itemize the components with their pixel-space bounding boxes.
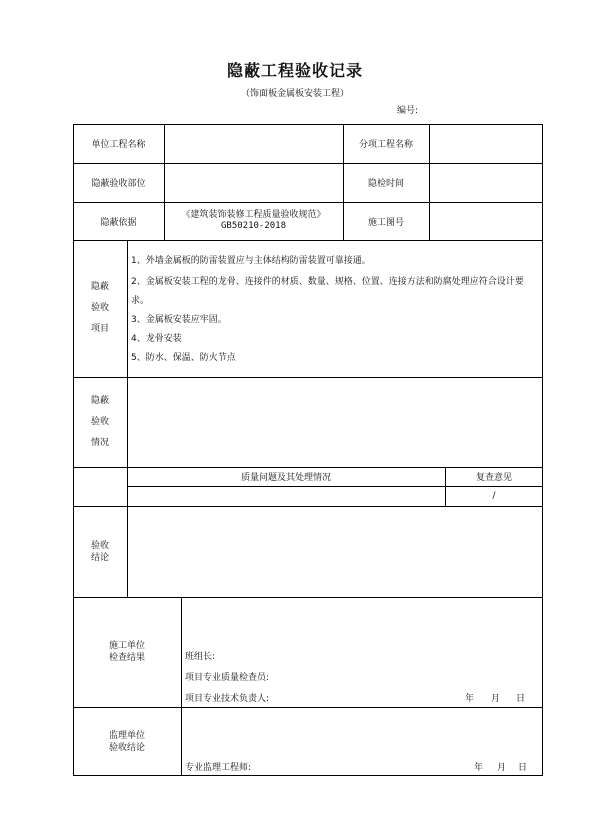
supervision-label (73, 707, 181, 776)
conclusion-label-line: 验收 (90, 540, 109, 551)
supervision-label-line: 监理单位 (108, 730, 145, 741)
supervision-date-month: 月 (497, 763, 507, 773)
basis-label: 隐蔽依据 (100, 217, 137, 228)
conclusion-field[interactable] (127, 506, 543, 597)
supervision-date-year: 年 (474, 763, 484, 773)
item-line: 求。 (131, 296, 150, 306)
concealed-part-field[interactable] (164, 163, 343, 202)
drawing-no-field[interactable] (429, 202, 543, 240)
item-line: 1、外墙金属板的防雷装置应与主体结构防雷装置可靠接通。 (131, 256, 371, 266)
review-header: 复查意见 (475, 473, 512, 483)
basis-value (164, 202, 343, 240)
basis-standard-code: GB50210-2018 (220, 221, 287, 231)
construction-label-line: 检查结果 (108, 653, 145, 663)
inspection-time-label: 隐检时间 (367, 179, 404, 189)
issues-header: 质量问题及其处理情况 (240, 473, 331, 483)
review-field[interactable]: / (492, 491, 496, 501)
basis-standard-name: 《建筑装饰装修工程质量验收规范》 (181, 210, 326, 220)
unit-project-label: 单位工程名称 (91, 140, 146, 150)
conclusion-label (73, 506, 127, 597)
item-line: 5、防水、保温、防火节点 (131, 353, 236, 363)
issues-field[interactable] (127, 486, 445, 506)
items-label-line: 验收 (90, 303, 109, 313)
items-label (73, 240, 127, 377)
item-line: 3、金属板安装应牢固。 (131, 315, 227, 325)
construction-label (73, 597, 181, 707)
sub-project-label: 分项工程名称 (358, 140, 413, 150)
row-divider (73, 240, 543, 241)
form-subtitle: （饰面板金属板安装工程） (240, 89, 349, 99)
construction-date-day: 日 (516, 694, 526, 704)
concealed-part-label: 隐蔽验收部位 (91, 179, 146, 189)
inspection-time-field[interactable] (429, 163, 543, 202)
situation-label-line: 情况 (90, 437, 109, 448)
situation-label-line: 验收 (90, 416, 109, 427)
tech-lead-label: 项目专业技术负责人: (185, 694, 270, 704)
number-label: 编号: (397, 106, 419, 116)
unit-project-field[interactable] (164, 124, 343, 163)
supervision-date-day: 日 (518, 763, 528, 773)
construction-date-year: 年 (465, 694, 475, 704)
item-line: 4、龙骨安装 (131, 334, 182, 344)
drawing-no-label: 施工图号 (367, 217, 404, 228)
items-label-line: 隐蔽 (90, 282, 109, 292)
construction-date-month: 月 (491, 694, 501, 704)
conclusion-label-line: 结论 (90, 552, 109, 563)
situation-field[interactable] (127, 377, 543, 467)
items-label-line: 项目 (90, 324, 109, 334)
item-line: 2、金属板安装工程的龙骨、连接件的材质、数量、规格、位置、连接方法和防腐处理应符合设计要 (131, 277, 524, 287)
supervision-label-line: 验收结论 (108, 742, 145, 753)
col-divider (181, 597, 182, 776)
situation-label (73, 377, 127, 467)
sub-project-field[interactable] (429, 124, 543, 163)
quality-inspector-label: 项目专业质量检查员: (185, 673, 270, 683)
form-title: 隐蔽工程验收记录 (226, 61, 363, 80)
team-leader-label: 班组长: (185, 652, 216, 662)
supervision-engineer-label: 专业监理工程师: (185, 763, 252, 773)
construction-label-line: 施工单位 (108, 641, 145, 651)
situation-label-line: 隐蔽 (90, 395, 109, 406)
